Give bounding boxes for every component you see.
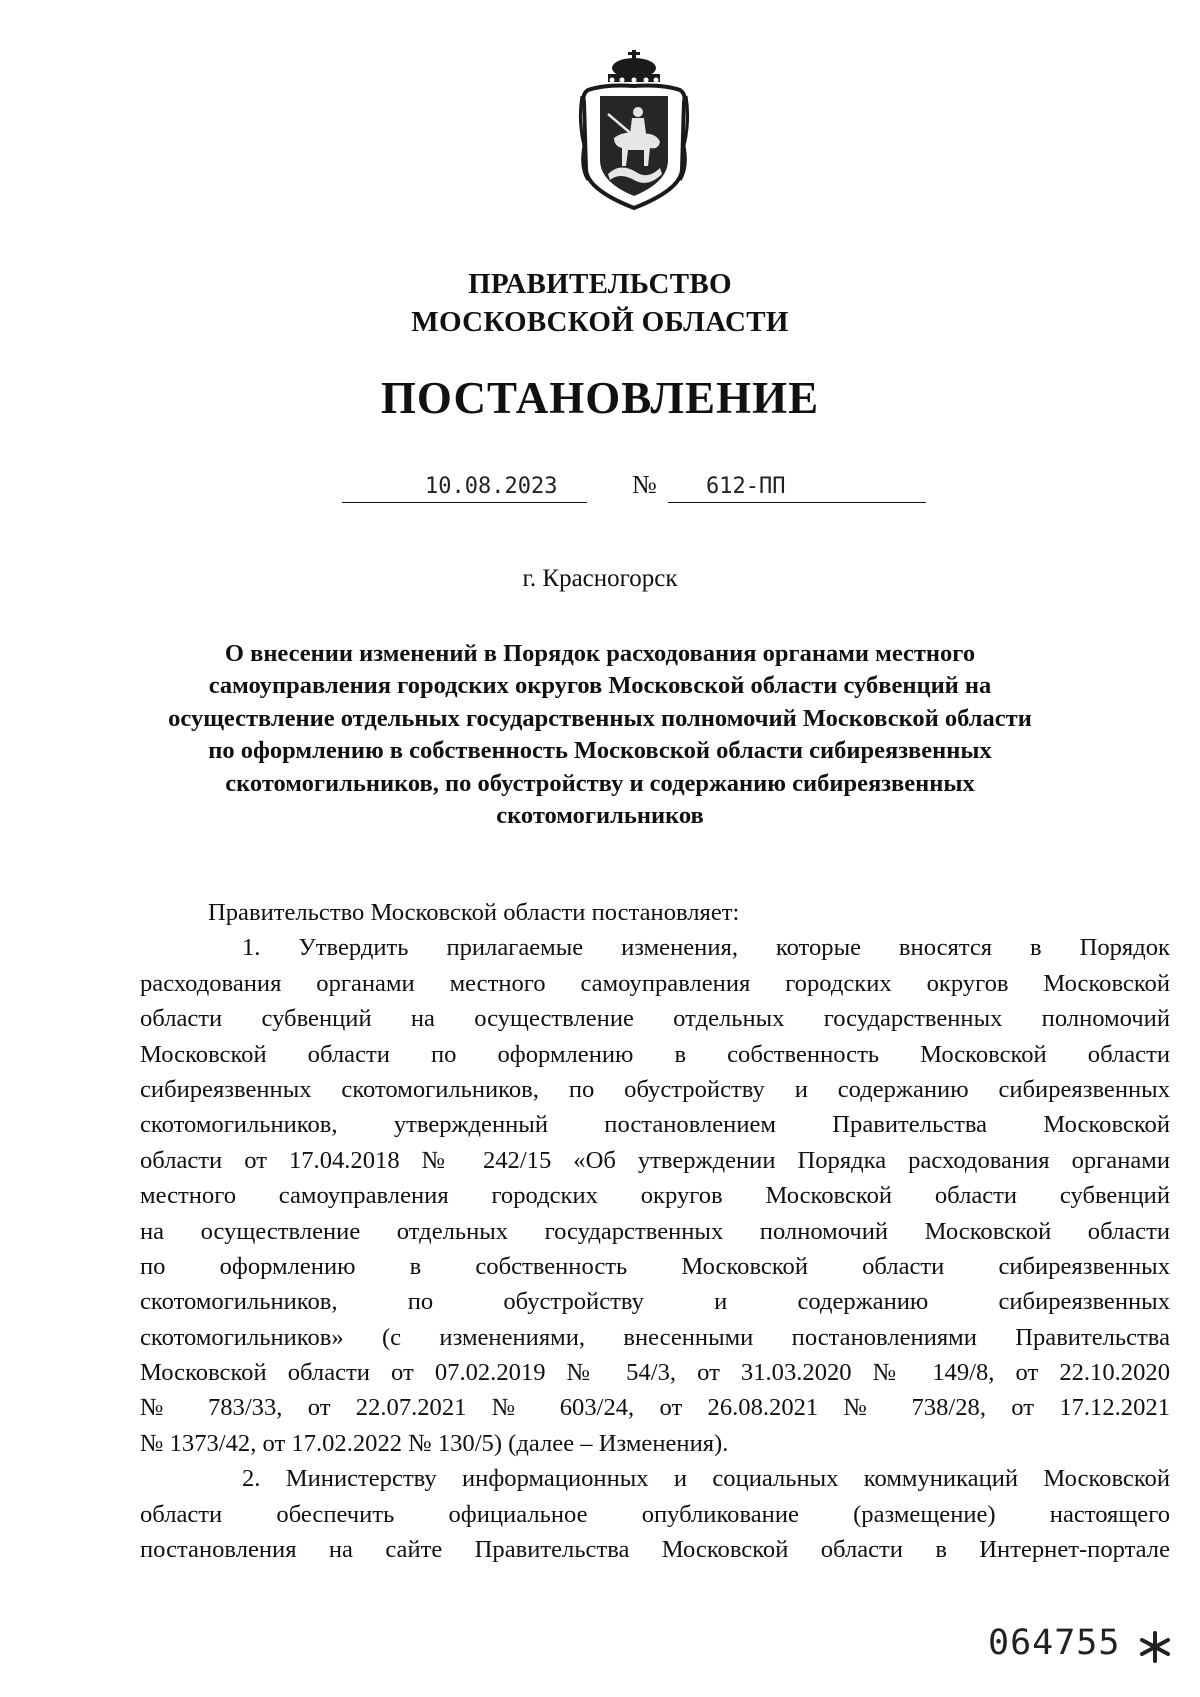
document-title bbox=[0, 638, 1200, 832]
body-line: 2. Министерству информационных и социальных коммуникаций Московской bbox=[242, 1465, 1170, 1493]
body-line: Московской области по оформлению в собственность Московской области bbox=[140, 1040, 1170, 1068]
title-line: осуществление отдельных государственных полномочий Московской области bbox=[168, 704, 1032, 732]
date-number-line bbox=[370, 468, 930, 504]
body-line: области обеспечить официальное опубликование (размещение) настоящего bbox=[140, 1500, 1170, 1528]
body-line: № 1373/42, от 17.02.2022 № 130/5) (далее – Изменения). bbox=[140, 1429, 729, 1457]
body-line: № 783/33, от 22.07.2021 № 603/24, от 26.08.2021 № 738/28, от 17.12.2021 bbox=[140, 1394, 1170, 1422]
document-type-heading: ПОСТАНОВЛЕНИЕ bbox=[380, 373, 820, 423]
body-line: скотомогильников, по обустройству и содержанию сибиреязвенных bbox=[140, 1288, 1170, 1316]
title-line: скотомогильников bbox=[496, 802, 704, 830]
title-line: самоуправления городских округов Московской области субвенций на bbox=[208, 672, 992, 700]
number-underline bbox=[668, 502, 926, 503]
body-line: 1. Утвердить прилагаемые изменения, которые вносятся в Порядок bbox=[242, 934, 1170, 962]
body-line: области от 17.04.2018 № 242/15 «Об утверждении Порядка расходования органами bbox=[140, 1146, 1170, 1174]
body-line: постановления на сайте Правительства Московской области в Интернет-портале bbox=[140, 1536, 1170, 1564]
government-name-line1: ПРАВИТЕЛЬСТВО bbox=[468, 268, 732, 300]
asterisk-star-icon bbox=[1138, 1630, 1172, 1664]
body-line: Правительство Московской области постановляет: bbox=[208, 899, 740, 926]
body-line: сибиреязвенных скотомогильников, по обустройству и содержанию сибиреязвенных bbox=[140, 1075, 1170, 1103]
date-underline bbox=[342, 502, 587, 503]
serial-number: 064755 bbox=[988, 1623, 1121, 1663]
document-body bbox=[140, 895, 1170, 1567]
body-line: на осуществление отдельных государственных полномочий Московской области bbox=[140, 1217, 1170, 1245]
body-line: скотомогильников, утвержденный постановлением Правительства Московской bbox=[140, 1111, 1170, 1139]
coat-of-arms-emblem bbox=[578, 50, 690, 210]
city-name: г. Красногорск bbox=[522, 565, 678, 592]
document-number: 612-ПП bbox=[706, 474, 786, 499]
body-line: области субвенций на осуществление отдельных государственных полномочий bbox=[140, 1005, 1170, 1033]
body-line: скотомогильников» (с изменениями, внесенными постановлениями Правительства bbox=[140, 1323, 1170, 1351]
title-line: скотомогильников, по обустройству и содержанию сибиреязвенных bbox=[225, 769, 975, 797]
number-sign: № bbox=[632, 470, 657, 499]
document-date: 10.08.2023 bbox=[425, 474, 558, 499]
body-line: Московской области от 07.02.2019 № 54/3, от 31.03.2020 № 149/8, от 22.10.2020 bbox=[140, 1359, 1170, 1387]
government-name-line2: МОСКОВСКОЙ ОБЛАСТИ bbox=[411, 306, 789, 338]
title-line: по оформлению в собственность Московской области сибиреязвенных bbox=[208, 737, 992, 765]
body-line: местного самоуправления городских округов Московской области субвенций bbox=[140, 1182, 1170, 1210]
title-line: О внесении изменений в Порядок расходования органами местного bbox=[224, 640, 976, 667]
body-line: по оформлению в собственность Московской области сибиреязвенных bbox=[140, 1252, 1170, 1280]
body-line: расходования органами местного самоуправления городских округов Московской bbox=[140, 969, 1170, 997]
